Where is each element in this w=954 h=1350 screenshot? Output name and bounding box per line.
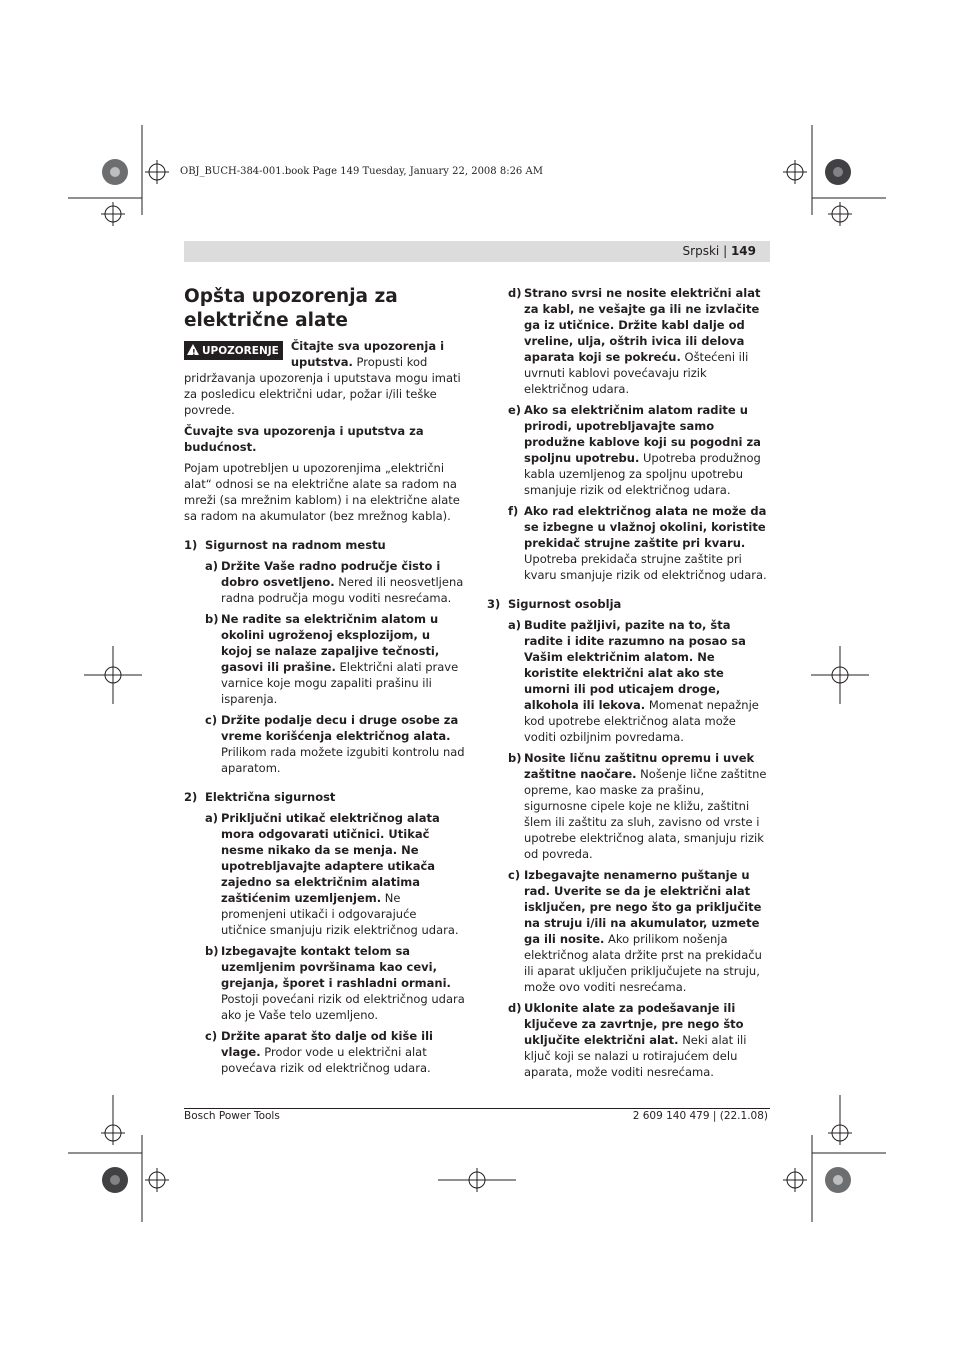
list-item: e) Ako sa električnim alatom radite u prirodi, upotrebljavajte samo produžne kablove koji su pogodni za spoljnu upotrebu. Upotreba produžnog kabla uzemljenog za spoljnu upotrebu smanjuje rizik od električnog udara. xyxy=(508,403,761,497)
section-heading: 1) Sigurnost na radnom mestu xyxy=(184,538,386,552)
crosshair-left-upper xyxy=(101,202,125,226)
list-item: b) Nosite ličnu zaštitnu opremu i uvek zaštitne naočare. Nošenje lične zaštitne opreme, kao maske za prašinu, sigurnosne cipele koje ne kližu, zaštitni šlem ili zaštitu za sluh, zavisno od vrste i upotrebe električnog alata, smanjuju rizik od povreda. xyxy=(508,751,767,861)
list-item: d) Strano svrsi ne nosite električni alat za kabl, ne vešajte ga ili ne izvlačite ga iz utičnice. Držite kabl dalje od vreline, ulja, oštrih ivica ili delova aparata koji se pokreću. Oštećeni ili uvrnuti kablovi povećavaju rizik električnog udara. xyxy=(508,286,761,396)
left-column xyxy=(184,338,465,1081)
list-item: c) Izbegavajte nenamerno puštanje u rad. Uverite se da je električni alat isključen, pre nego što ga priključite na struju i/ili na akumulator, uzmete ga ili nosite. Ako prilikom nošenja električnog alata držite prst na prekidaču ili aparat uključen priključujete na struju, može ovo voditi nesrećama. xyxy=(508,868,762,994)
footer-doc-number: 2 609 140 479 | (22.1.08) xyxy=(632,1110,768,1122)
list-item: c) Držite podalje decu i druge osobe za vreme korišćenja električnog alata. Prilikom rada možete izgubiti kontrolu nad aparatom. xyxy=(205,713,465,775)
page-number: 149 xyxy=(730,244,756,258)
list-item: b) Izbegavajte kontakt telom sa uzemljenim površinama kao cevi, grejanja, šporet i rashladni ormani. Postoji povećani rizik od električnog udara ako je Vaše telo uzemljeno. xyxy=(205,944,465,1022)
list-item: b) Ne radite sa električnim alatom u okolini ugroženoj eksplozijom, u kojoj se nalaze zapaljive tečnosti, gasovi ili prašine. Električni alati prave varnice koje mogu zapaliti prašinu ili isparenja. xyxy=(205,612,459,706)
crosshair-bottom-center xyxy=(438,1168,516,1192)
list-item: f) Ako rad električnog alata ne može da se izbegne u vlažnoj okolini, koristite prekidač strujne zaštite pri kvaru. Upotreba prekidača strujne zaštite pri kvaru smanjuje rizik od električnog udara. xyxy=(508,504,767,582)
crosshair-bottom-left xyxy=(145,1168,169,1192)
warning-icon: ! xyxy=(187,344,199,355)
page-title: Opšta upozorenja za električne alate xyxy=(184,286,398,331)
warning-badge: ! UPOZORENJE xyxy=(184,341,283,360)
print-info: OBJ_BUCH-384-001.book Page 149 Tuesday, January 22, 2008 8:26 AM xyxy=(180,166,543,177)
intro-paragraph: ! UPOZORENJE Čitajte sva upozorenja i uputstva. Propusti kod pridržavanja upozorenja i uputstava mogu imati za posledicu električni udar, požar i/ili teške povrede. xyxy=(184,339,461,417)
list-item: d) Uklonite alate za podešavanje ili ključeve za zavrtnje, pre nego što uključite električni alat. Neki alat ili ključ koji se nalazi u rotirajućem delu aparata, može voditi nesrećama. xyxy=(508,1001,747,1079)
header-separator: | xyxy=(723,244,728,258)
crosshair-bottom-right xyxy=(783,1168,807,1192)
section-heading: 3) Sigurnost osoblja xyxy=(487,597,622,611)
footer-rule xyxy=(184,1108,770,1109)
definition-paragraph: Pojam upotrebljen u upozorenjima „električni alat“ odnosi se na električne alate sa radom na mreži (sa mrežnim kablom) i na električne alate sa radom na akumulator (bez mrežnog kabla). xyxy=(184,461,460,523)
list-item: a) Priključni utikač električnog alata mora odgovarati utičnici. Utikač nesme nikako da se menja. Ne upotrebljavajte adaptere utikača zajedno sa električnim alatima zaštićenim uzemljenjem. Ne promenjeni utikači i odgovarajuće utičnice smanjuju rizik električnog udara. xyxy=(205,811,459,937)
list-item: a) Držite Vaše radno područje čisto i dobro osvetljeno. Nered ili neosvetljena radna područja mogu voditi nesrećama. xyxy=(205,559,464,605)
color-wheel-top-left xyxy=(102,159,128,185)
crosshair-top-left xyxy=(145,160,169,184)
crosshair-right-middle xyxy=(811,646,869,704)
list-item: a) Budite pažljivi, pazite na to, šta radite i idite razumno na posao sa Vašim električnim alatom. Ne koristite električni alat ako ste umorni ili pod uticajem droge, alkohola ili lekova. Momenat nepažnje kod upotrebe električnog alata može voditi ozbiljnim povredama. xyxy=(508,618,759,744)
keep-note: Čuvajte sva upozorenja i uputstva za budućnost. xyxy=(184,424,424,454)
crosshair-left-middle xyxy=(84,646,142,704)
crosshair-left-lower xyxy=(101,1095,125,1145)
header-section: Srpski xyxy=(682,244,720,258)
crosshair-right-lower xyxy=(828,1095,852,1145)
color-wheel-top-right xyxy=(825,159,851,185)
footer-brand: Bosch Power Tools xyxy=(184,1110,280,1122)
right-column xyxy=(487,285,770,1085)
page-header xyxy=(683,244,756,258)
list-item: c) Držite aparat što dalje od kiše ili vlage. Prodor vode u električni alat povećava rizik od električnog udara. xyxy=(205,1029,433,1075)
section-heading: 2) Električna sigurnost xyxy=(184,790,336,804)
color-wheel-bottom-right xyxy=(825,1167,851,1193)
color-wheel-bottom-left xyxy=(102,1167,128,1193)
crosshair-top-right xyxy=(783,160,807,184)
crosshair-right-upper xyxy=(828,202,852,226)
